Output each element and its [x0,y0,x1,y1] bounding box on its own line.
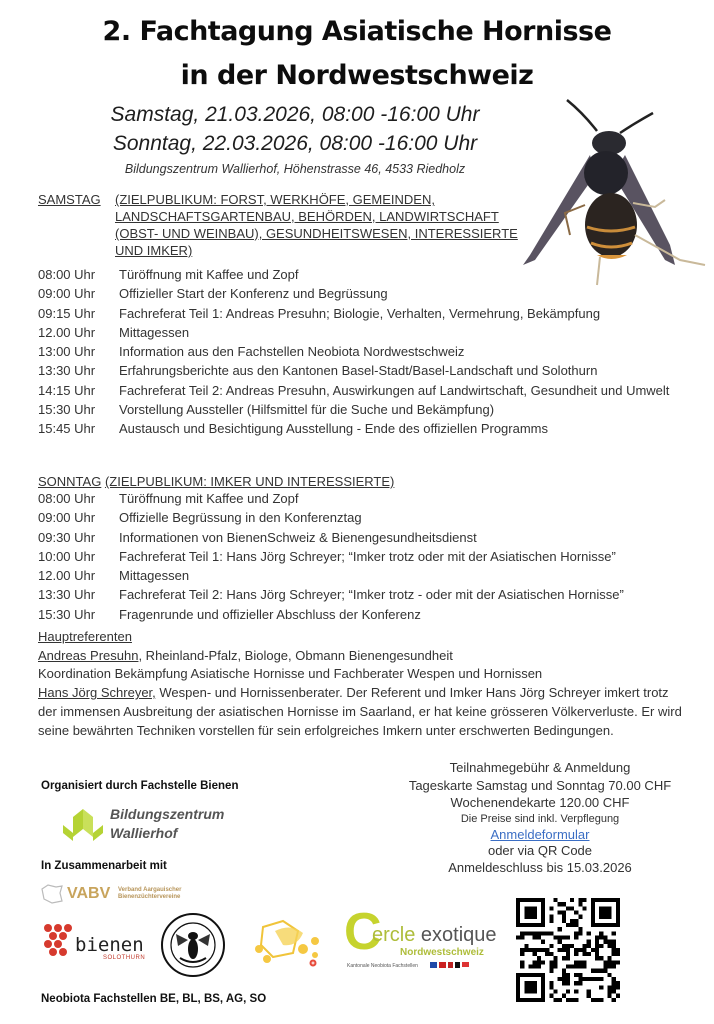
speaker-1-name: Andreas Presuhn [38,647,139,663]
bienen-logo-text: bienen [75,934,144,956]
program-text: Erfahrungsberichte aus den Kantonen Basel-Stadt/Basel-Landschaft und Solothurn [119,363,598,379]
vabv-subtitle: Verband Aargauischer Bienenzüchtervereine [118,887,182,900]
program-row [38,304,678,323]
program-row [38,489,678,508]
wallierhof-line-2: Wallierhof [110,825,178,841]
program-text: Offizielle Begrüssung in den Konferenztag [119,510,362,526]
bienenzuechter-verband-seal-icon [160,912,226,978]
program-text: Informationen von BienenSchweiz & Bienengesundheitsdienst [119,529,477,545]
sunday-day-label: SONNTAG [38,474,102,489]
vabv-logo: VABV [67,885,111,902]
registration-deadline: Anmeldeschluss bis 15.03.2026 [448,860,632,875]
program-row [38,508,678,527]
program-time: 12.00 Uhr [38,324,96,340]
program-row [38,323,678,342]
speaker-1 [38,647,688,666]
speaker-1-desc: , Rheinland-Pfalz, Biologe, Obmann Bienengesundheit [138,647,453,663]
program-row [38,419,678,438]
cercle-title [372,924,497,947]
bienen-subtitle: SOLOTHURN [103,955,146,961]
title-line-1: 2. Fachtagung Asiatische Hornisse [102,16,612,47]
program-text: Mittagessen [119,324,190,340]
honeycomb-icon [40,922,80,962]
program-row [38,528,678,547]
program-time: 09:00 Uhr [38,510,96,526]
program-text: Fachreferat Teil 2: Andreas Presuhn, Auswirkungen auf Landwirtschaft, Gesundheit und Umwelt [119,382,670,398]
speaker-1-line2: Koordination Bekämpfung Asiatische Hornisse und Fachberater Wespen und Hornissen [38,666,543,682]
program-time: 15:30 Uhr [38,402,96,418]
program-time: 09:30 Uhr [38,529,96,545]
program-time: 08:00 Uhr [38,491,96,506]
program-text: Fachreferat Teil 1: Andreas Presuhn; Biologie, Verhalten, Vermehrung, Bekämpfung [119,305,601,321]
saturday-day-label: SAMSTAG [38,192,101,207]
program-text: Vorstellung Aussteller (Hilfsmittel für die Suche und Bekämpfung) [119,402,495,418]
program-row [38,284,678,303]
registration-section [400,759,680,877]
program-text: Austausch und Besichtigung Ausstellung - Ende des offiziellen Programms [119,421,549,437]
day-ticket-price: Tageskarte Samstag und Sonntag 70.00 CHF [408,777,672,793]
speaker-2-desc: Wespen- und Hornissenberater. Der Referent und Imker Hans Jörg Schreyer imkert trotz der immensen Ausbreitung der asiatischen Hornisse im Saarland, er hat keine grösseren Völkerverluste. Er wird seine bewährten Techniken vorstellen für sein erfolgreiches Imkern unter erschwerten Bedingungen. [38,685,682,738]
aargau-map-icon [40,883,64,905]
program-text: Türöffnung mit Kaffee und Zopf [119,267,299,282]
sunday-program [38,489,678,624]
wallierhof-name [110,805,224,843]
cercle-tagline: Kantonale Neobiota Fachstellen [347,963,418,969]
program-text: Mittagessen [119,568,190,584]
program-text: Fragenrunde und offizieller Abschluss der Konferenz [119,606,421,622]
program-time: 10:00 Uhr [38,548,96,564]
program-row [38,566,678,585]
bee-hexagon-logo-icon [253,917,328,972]
program-time: 08:00 Uhr [38,267,96,282]
neobiota-label: Neobiota Fachstellen BE, BL, BS, AG, SO [41,993,267,1005]
saturday-program [38,265,678,439]
program-time: 12.00 Uhr [38,568,96,584]
canton-flags-icon [430,962,469,968]
program-time: 13:30 Uhr [38,587,96,603]
program-text: Information aus den Fachstellen Neobiota Nordwestschweiz [119,344,465,360]
catering-note: Die Preise sind inkl. Verpflegung [460,812,620,825]
registration-form-link[interactable]: Anmeldeformular [490,826,590,842]
date-sunday: Sonntag, 22.03.2026, 08:00 -16:00 Uhr [112,132,478,155]
program-row [38,400,678,419]
wallierhof-line-1: Bildungszentrum [110,806,225,822]
program-text: Offizieller Start der Konferenz und Begrüssung [119,286,388,302]
date-saturday: Samstag, 21.03.2026, 08:00 -16:00 Uhr [110,103,480,126]
registration-heading: Teilnahmegebühr & Anmeldung [449,760,631,775]
venue: Bildungszentrum Wallierhof, Höhenstrasse 46, 4533 Riedholz [124,162,466,176]
wallierhof-logo-icon [58,805,108,845]
sunday-audience: (ZIELPUBLIKUM: IMKER UND INTERESSIERTE) [104,474,395,489]
speakers-section [38,628,688,740]
sunday-header [38,473,394,490]
speaker-2-name: Hans Jörg Schreyer, [38,685,156,701]
program-time: 09:00 Uhr [38,286,96,302]
program-row [38,381,678,400]
organized-by-label: Organisiert durch Fachstelle Bienen [41,780,239,792]
program-text: Fachreferat Teil 2: Hans Jörg Schreyer; “Imker trotz - oder mit der Asiatischen Hornisse” [119,587,624,603]
weekend-ticket-price: Wochenendekarte 120.00 CHF [450,795,630,810]
program-row [38,265,678,284]
program-time: 14:15 Uhr [38,382,96,398]
cooperation-label: In Zusammenarbeit mit [41,860,167,872]
speaker-2 [38,684,688,740]
program-row [38,605,678,624]
cercle-subtitle: Nordwestschweiz [400,947,484,958]
program-time: 15:45 Uhr [38,421,96,437]
program-row [38,585,678,604]
program-row [38,547,678,566]
program-row [38,342,678,361]
cercle-c-letter: C [344,903,382,961]
title-line-2: in der Nordwestschweiz [180,60,534,91]
program-time: 15:30 Uhr [38,606,96,622]
program-time: 09:15 Uhr [38,305,96,321]
saturday-audience: (ZIELPUBLIKUM: FORST, WERKHÖFE, GEMEINDEN, LANDSCHAFTSGARTENBAU, BEHÖRDEN, LANDWIRTSCHAFT (OBST- UND WEINBAU), GESUNDHEITSWESEN, INTERESSIERTE UND IMKER) [115,192,518,258]
or-qr-code: oder via QR Code [487,842,593,858]
program-text: Türöffnung mit Kaffee und Zopf [119,491,299,506]
program-time: 13:00 Uhr [38,344,96,360]
program-text: Fachreferat Teil 1: Hans Jörg Schreyer; “Imker trotz oder mit der Asiatischen Hornisse” [119,548,616,564]
exotique-word: exotique [420,924,497,946]
cercle-word: ercle [372,924,416,946]
program-row [38,361,678,380]
speakers-heading: Hauptreferenten [38,629,132,644]
qr-code-icon[interactable] [516,898,620,1002]
program-time: 13:30 Uhr [38,363,96,379]
